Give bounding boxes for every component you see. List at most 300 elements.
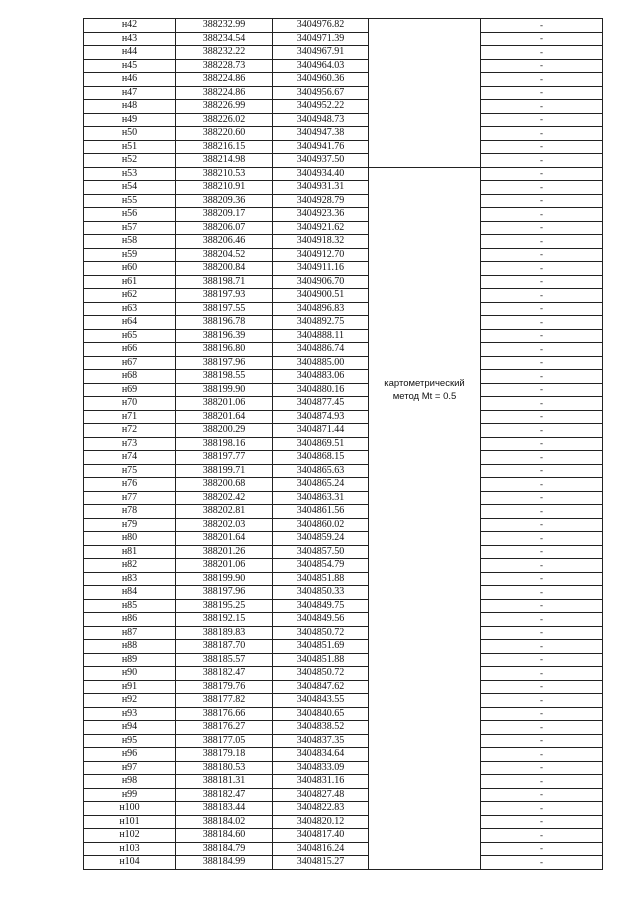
x-coordinate-cell: 388197.96 — [176, 356, 273, 370]
y-coordinate-cell: 3404860.02 — [273, 518, 369, 532]
y-coordinate-cell: 3404849.56 — [273, 613, 369, 627]
table-row — [84, 316, 603, 330]
error-value-cell: - — [481, 545, 603, 559]
y-coordinate-cell: 3404850.72 — [273, 667, 369, 681]
error-value-cell: - — [481, 775, 603, 789]
error-value-cell: - — [481, 208, 603, 222]
table-row — [84, 248, 603, 262]
method-cell — [369, 46, 481, 60]
point-id-cell: н93 — [84, 707, 176, 721]
y-coordinate-cell: 3404937.50 — [273, 154, 369, 168]
error-value-cell: - — [481, 275, 603, 289]
y-coordinate-cell: 3404906.70 — [273, 275, 369, 289]
y-coordinate-cell: 3404941.76 — [273, 140, 369, 154]
method-cell — [369, 167, 481, 181]
method-cell — [369, 491, 481, 505]
method-cell — [369, 410, 481, 424]
method-cell — [369, 100, 481, 114]
error-value-cell: - — [481, 842, 603, 856]
table-row — [84, 383, 603, 397]
method-cell — [369, 343, 481, 357]
error-value-cell: - — [481, 856, 603, 870]
table-row — [84, 856, 603, 870]
error-value-cell: - — [481, 761, 603, 775]
error-value-cell: - — [481, 721, 603, 735]
table-row — [84, 397, 603, 411]
table-row — [84, 559, 603, 573]
point-id-cell: н69 — [84, 383, 176, 397]
method-cell — [369, 829, 481, 843]
method-cell — [369, 356, 481, 370]
x-coordinate-cell: 388197.55 — [176, 302, 273, 316]
x-coordinate-cell: 388209.36 — [176, 194, 273, 208]
y-coordinate-cell: 3404815.27 — [273, 856, 369, 870]
point-id-cell: н61 — [84, 275, 176, 289]
table-row — [84, 100, 603, 114]
y-coordinate-cell: 3404843.55 — [273, 694, 369, 708]
x-coordinate-cell: 388220.60 — [176, 127, 273, 141]
point-id-cell: н91 — [84, 680, 176, 694]
y-coordinate-cell: 3404851.88 — [273, 653, 369, 667]
error-value-cell: - — [481, 599, 603, 613]
point-id-cell: н101 — [84, 815, 176, 829]
x-coordinate-cell: 388201.06 — [176, 559, 273, 573]
error-value-cell: - — [481, 451, 603, 465]
method-cell — [369, 73, 481, 87]
x-coordinate-cell: 388202.42 — [176, 491, 273, 505]
y-coordinate-cell: 3404947.38 — [273, 127, 369, 141]
point-id-cell: н82 — [84, 559, 176, 573]
method-cell — [369, 545, 481, 559]
y-coordinate-cell: 3404834.64 — [273, 748, 369, 762]
x-coordinate-cell: 388197.93 — [176, 289, 273, 303]
error-value-cell: - — [481, 802, 603, 816]
point-id-cell: н104 — [84, 856, 176, 870]
table-row — [84, 680, 603, 694]
table-row — [84, 235, 603, 249]
x-coordinate-cell: 388200.84 — [176, 262, 273, 276]
table-row — [84, 221, 603, 235]
error-value-cell: - — [481, 370, 603, 384]
point-id-cell: н94 — [84, 721, 176, 735]
table-row — [84, 289, 603, 303]
table-row — [84, 46, 603, 60]
error-value-cell: - — [481, 680, 603, 694]
method-cell — [369, 532, 481, 546]
table-row — [84, 653, 603, 667]
y-coordinate-cell: 3404833.09 — [273, 761, 369, 775]
point-id-cell: н88 — [84, 640, 176, 654]
table-row — [84, 167, 603, 181]
method-cell — [369, 208, 481, 222]
y-coordinate-cell: 3404971.39 — [273, 32, 369, 46]
table-row — [84, 667, 603, 681]
table-row — [84, 491, 603, 505]
x-coordinate-cell: 388197.77 — [176, 451, 273, 465]
table-row — [84, 464, 603, 478]
x-coordinate-cell: 388198.71 — [176, 275, 273, 289]
y-coordinate-cell: 3404871.44 — [273, 424, 369, 438]
table-row — [84, 140, 603, 154]
y-coordinate-cell: 3404960.36 — [273, 73, 369, 87]
table-row — [84, 302, 603, 316]
x-coordinate-cell: 388192.15 — [176, 613, 273, 627]
method-cell — [369, 32, 481, 46]
y-coordinate-cell: 3404850.33 — [273, 586, 369, 600]
error-value-cell: - — [481, 640, 603, 654]
error-value-cell: - — [481, 59, 603, 73]
table-row — [84, 19, 603, 33]
x-coordinate-cell: 388189.83 — [176, 626, 273, 640]
x-coordinate-cell: 388232.22 — [176, 46, 273, 60]
point-id-cell: н102 — [84, 829, 176, 843]
y-coordinate-cell: 3404851.69 — [273, 640, 369, 654]
x-coordinate-cell: 388210.91 — [176, 181, 273, 195]
table-row — [84, 532, 603, 546]
table-row — [84, 802, 603, 816]
method-label-line2: метод Mt = 0.5 — [392, 391, 457, 402]
x-coordinate-cell: 388182.47 — [176, 667, 273, 681]
y-coordinate-cell: 3404869.51 — [273, 437, 369, 451]
point-id-cell: н79 — [84, 518, 176, 532]
point-id-cell: н85 — [84, 599, 176, 613]
point-id-cell: н74 — [84, 451, 176, 465]
table-row — [84, 370, 603, 384]
method-cell — [369, 235, 481, 249]
x-coordinate-cell: 388199.90 — [176, 572, 273, 586]
y-coordinate-cell: 3404976.82 — [273, 19, 369, 33]
error-value-cell: - — [481, 626, 603, 640]
error-value-cell: - — [481, 815, 603, 829]
point-id-cell: н80 — [84, 532, 176, 546]
error-value-cell: - — [481, 667, 603, 681]
error-value-cell: - — [481, 383, 603, 397]
error-value-cell: - — [481, 140, 603, 154]
point-id-cell: н49 — [84, 113, 176, 127]
table-row — [84, 181, 603, 195]
x-coordinate-cell: 388185.57 — [176, 653, 273, 667]
method-cell — [369, 518, 481, 532]
x-coordinate-cell: 388182.47 — [176, 788, 273, 802]
point-id-cell: н51 — [84, 140, 176, 154]
point-id-cell: н45 — [84, 59, 176, 73]
y-coordinate-cell: 3404827.48 — [273, 788, 369, 802]
y-coordinate-cell: 3404896.83 — [273, 302, 369, 316]
table-row — [84, 640, 603, 654]
error-value-cell: - — [481, 46, 603, 60]
y-coordinate-cell: 3404892.75 — [273, 316, 369, 330]
y-coordinate-cell: 3404931.31 — [273, 181, 369, 195]
x-coordinate-cell: 388198.16 — [176, 437, 273, 451]
error-value-cell: - — [481, 316, 603, 330]
method-cell — [369, 59, 481, 73]
x-coordinate-cell: 388187.70 — [176, 640, 273, 654]
table-row — [84, 127, 603, 141]
x-coordinate-cell: 388206.46 — [176, 235, 273, 249]
y-coordinate-cell: 3404868.15 — [273, 451, 369, 465]
point-id-cell: н59 — [84, 248, 176, 262]
table-row — [84, 194, 603, 208]
x-coordinate-cell: 388234.54 — [176, 32, 273, 46]
x-coordinate-cell: 388196.39 — [176, 329, 273, 343]
method-cell — [369, 262, 481, 276]
method-cell — [369, 86, 481, 100]
x-coordinate-cell: 388180.53 — [176, 761, 273, 775]
method-cell — [369, 653, 481, 667]
method-cell — [369, 505, 481, 519]
y-coordinate-cell: 3404816.24 — [273, 842, 369, 856]
x-coordinate-cell: 388201.06 — [176, 397, 273, 411]
method-cell — [369, 748, 481, 762]
table-row — [84, 842, 603, 856]
point-id-cell: н100 — [84, 802, 176, 816]
x-coordinate-cell: 388198.55 — [176, 370, 273, 384]
point-id-cell: н73 — [84, 437, 176, 451]
method-cell — [369, 181, 481, 195]
y-coordinate-cell: 3404863.31 — [273, 491, 369, 505]
table-row — [84, 451, 603, 465]
point-id-cell: н86 — [84, 613, 176, 627]
error-value-cell: - — [481, 559, 603, 573]
method-cell — [369, 586, 481, 600]
method-cell — [369, 127, 481, 141]
x-coordinate-cell: 388176.27 — [176, 721, 273, 735]
method-cell — [369, 856, 481, 870]
table-row — [84, 775, 603, 789]
error-value-cell: - — [481, 572, 603, 586]
point-id-cell: н50 — [84, 127, 176, 141]
method-cell — [369, 221, 481, 235]
table-row — [84, 788, 603, 802]
x-coordinate-cell: 388179.18 — [176, 748, 273, 762]
error-value-cell: - — [481, 32, 603, 46]
error-value-cell: - — [481, 248, 603, 262]
point-id-cell: н55 — [84, 194, 176, 208]
table-row — [84, 86, 603, 100]
y-coordinate-cell: 3404850.72 — [273, 626, 369, 640]
y-coordinate-cell: 3404886.74 — [273, 343, 369, 357]
table-row — [84, 505, 603, 519]
method-cell — [369, 626, 481, 640]
y-coordinate-cell: 3404883.06 — [273, 370, 369, 384]
point-id-cell: н72 — [84, 424, 176, 438]
point-id-cell: н63 — [84, 302, 176, 316]
x-coordinate-cell: 388226.02 — [176, 113, 273, 127]
error-value-cell: - — [481, 410, 603, 424]
table-row — [84, 208, 603, 222]
point-id-cell: н56 — [84, 208, 176, 222]
table-row — [84, 329, 603, 343]
error-value-cell: - — [481, 478, 603, 492]
error-value-cell: - — [481, 235, 603, 249]
method-cell — [369, 788, 481, 802]
error-value-cell: - — [481, 262, 603, 276]
point-id-cell: н52 — [84, 154, 176, 168]
error-value-cell: - — [481, 113, 603, 127]
table-row — [84, 613, 603, 627]
x-coordinate-cell: 388184.79 — [176, 842, 273, 856]
table-row — [84, 599, 603, 613]
method-cell — [369, 194, 481, 208]
point-id-cell: н62 — [84, 289, 176, 303]
point-id-cell: н89 — [84, 653, 176, 667]
x-coordinate-cell: 388204.52 — [176, 248, 273, 262]
x-coordinate-cell: 388201.26 — [176, 545, 273, 559]
x-coordinate-cell: 388210.53 — [176, 167, 273, 181]
method-cell — [369, 275, 481, 289]
table-row — [84, 586, 603, 600]
y-coordinate-cell: 3404831.16 — [273, 775, 369, 789]
table-row — [84, 694, 603, 708]
y-coordinate-cell: 3404948.73 — [273, 113, 369, 127]
table-row — [84, 437, 603, 451]
method-cell — [369, 378, 481, 402]
error-value-cell: - — [481, 518, 603, 532]
coordinates-table-body — [84, 19, 603, 870]
y-coordinate-cell: 3404877.45 — [273, 397, 369, 411]
error-value-cell: - — [481, 167, 603, 181]
method-cell — [369, 154, 481, 168]
y-coordinate-cell: 3404918.32 — [273, 235, 369, 249]
table-row — [84, 478, 603, 492]
error-value-cell: - — [481, 532, 603, 546]
point-id-cell: н97 — [84, 761, 176, 775]
x-coordinate-cell: 388184.60 — [176, 829, 273, 843]
point-id-cell: н90 — [84, 667, 176, 681]
method-cell — [369, 721, 481, 735]
error-value-cell: - — [481, 788, 603, 802]
y-coordinate-cell: 3404967.91 — [273, 46, 369, 60]
method-cell — [369, 761, 481, 775]
point-id-cell: н58 — [84, 235, 176, 249]
table-row — [84, 829, 603, 843]
y-coordinate-cell: 3404934.40 — [273, 167, 369, 181]
method-cell — [369, 113, 481, 127]
y-coordinate-cell: 3404911.16 — [273, 262, 369, 276]
table-row — [84, 424, 603, 438]
x-coordinate-cell: 388209.17 — [176, 208, 273, 222]
point-id-cell: н67 — [84, 356, 176, 370]
table-row — [84, 154, 603, 168]
x-coordinate-cell: 388200.29 — [176, 424, 273, 438]
method-cell — [369, 248, 481, 262]
error-value-cell: - — [481, 221, 603, 235]
x-coordinate-cell: 388216.15 — [176, 140, 273, 154]
table-row — [84, 626, 603, 640]
point-id-cell: н84 — [84, 586, 176, 600]
error-value-cell: - — [481, 100, 603, 114]
error-value-cell: - — [481, 505, 603, 519]
point-id-cell: н43 — [84, 32, 176, 46]
y-coordinate-cell: 3404952.22 — [273, 100, 369, 114]
y-coordinate-cell: 3404817.40 — [273, 829, 369, 843]
error-value-cell: - — [481, 154, 603, 168]
error-value-cell: - — [481, 127, 603, 141]
table-row — [84, 815, 603, 829]
x-coordinate-cell: 388177.82 — [176, 694, 273, 708]
table-row — [84, 761, 603, 775]
error-value-cell: - — [481, 707, 603, 721]
table-row — [84, 113, 603, 127]
point-id-cell: н96 — [84, 748, 176, 762]
point-id-cell: н42 — [84, 19, 176, 33]
y-coordinate-cell: 3404865.63 — [273, 464, 369, 478]
method-cell — [369, 559, 481, 573]
error-value-cell: - — [481, 289, 603, 303]
table-row — [84, 572, 603, 586]
method-cell — [369, 694, 481, 708]
method-cell — [369, 802, 481, 816]
point-id-cell: н64 — [84, 316, 176, 330]
point-id-cell: н71 — [84, 410, 176, 424]
x-coordinate-cell: 388201.64 — [176, 532, 273, 546]
table-row — [84, 518, 603, 532]
y-coordinate-cell: 3404854.79 — [273, 559, 369, 573]
point-id-cell: н75 — [84, 464, 176, 478]
y-coordinate-cell: 3404822.83 — [273, 802, 369, 816]
point-id-cell: н66 — [84, 343, 176, 357]
point-id-cell: н95 — [84, 734, 176, 748]
y-coordinate-cell: 3404956.67 — [273, 86, 369, 100]
point-id-cell: н57 — [84, 221, 176, 235]
x-coordinate-cell: 388176.66 — [176, 707, 273, 721]
method-cell — [369, 437, 481, 451]
method-cell — [369, 815, 481, 829]
method-cell — [369, 667, 481, 681]
x-coordinate-cell: 388206.07 — [176, 221, 273, 235]
table-row — [84, 59, 603, 73]
error-value-cell: - — [481, 734, 603, 748]
y-coordinate-cell: 3404851.88 — [273, 572, 369, 586]
error-value-cell: - — [481, 491, 603, 505]
method-cell — [369, 424, 481, 438]
x-coordinate-cell: 388202.81 — [176, 505, 273, 519]
y-coordinate-cell: 3404837.35 — [273, 734, 369, 748]
y-coordinate-cell: 3404964.03 — [273, 59, 369, 73]
table-row — [84, 275, 603, 289]
y-coordinate-cell: 3404849.75 — [273, 599, 369, 613]
error-value-cell: - — [481, 653, 603, 667]
table-row — [84, 410, 603, 424]
y-coordinate-cell: 3404820.12 — [273, 815, 369, 829]
table-row — [84, 734, 603, 748]
x-coordinate-cell: 388184.99 — [176, 856, 273, 870]
method-cell — [369, 599, 481, 613]
method-cell — [369, 640, 481, 654]
coordinates-table — [83, 18, 603, 870]
method-cell — [369, 19, 481, 33]
error-value-cell: - — [481, 73, 603, 87]
y-coordinate-cell: 3404861.56 — [273, 505, 369, 519]
point-id-cell: н53 — [84, 167, 176, 181]
method-cell — [369, 478, 481, 492]
point-id-cell: н70 — [84, 397, 176, 411]
table-row — [84, 73, 603, 87]
x-coordinate-cell: 388228.73 — [176, 59, 273, 73]
point-id-cell: н83 — [84, 572, 176, 586]
point-id-cell: н87 — [84, 626, 176, 640]
point-id-cell: н47 — [84, 86, 176, 100]
point-id-cell: н68 — [84, 370, 176, 384]
y-coordinate-cell: 3404885.00 — [273, 356, 369, 370]
x-coordinate-cell: 388224.86 — [176, 73, 273, 87]
error-value-cell: - — [481, 343, 603, 357]
point-id-cell: н99 — [84, 788, 176, 802]
x-coordinate-cell: 388197.96 — [176, 586, 273, 600]
method-cell — [369, 775, 481, 789]
method-cell — [369, 451, 481, 465]
error-value-cell: - — [481, 586, 603, 600]
